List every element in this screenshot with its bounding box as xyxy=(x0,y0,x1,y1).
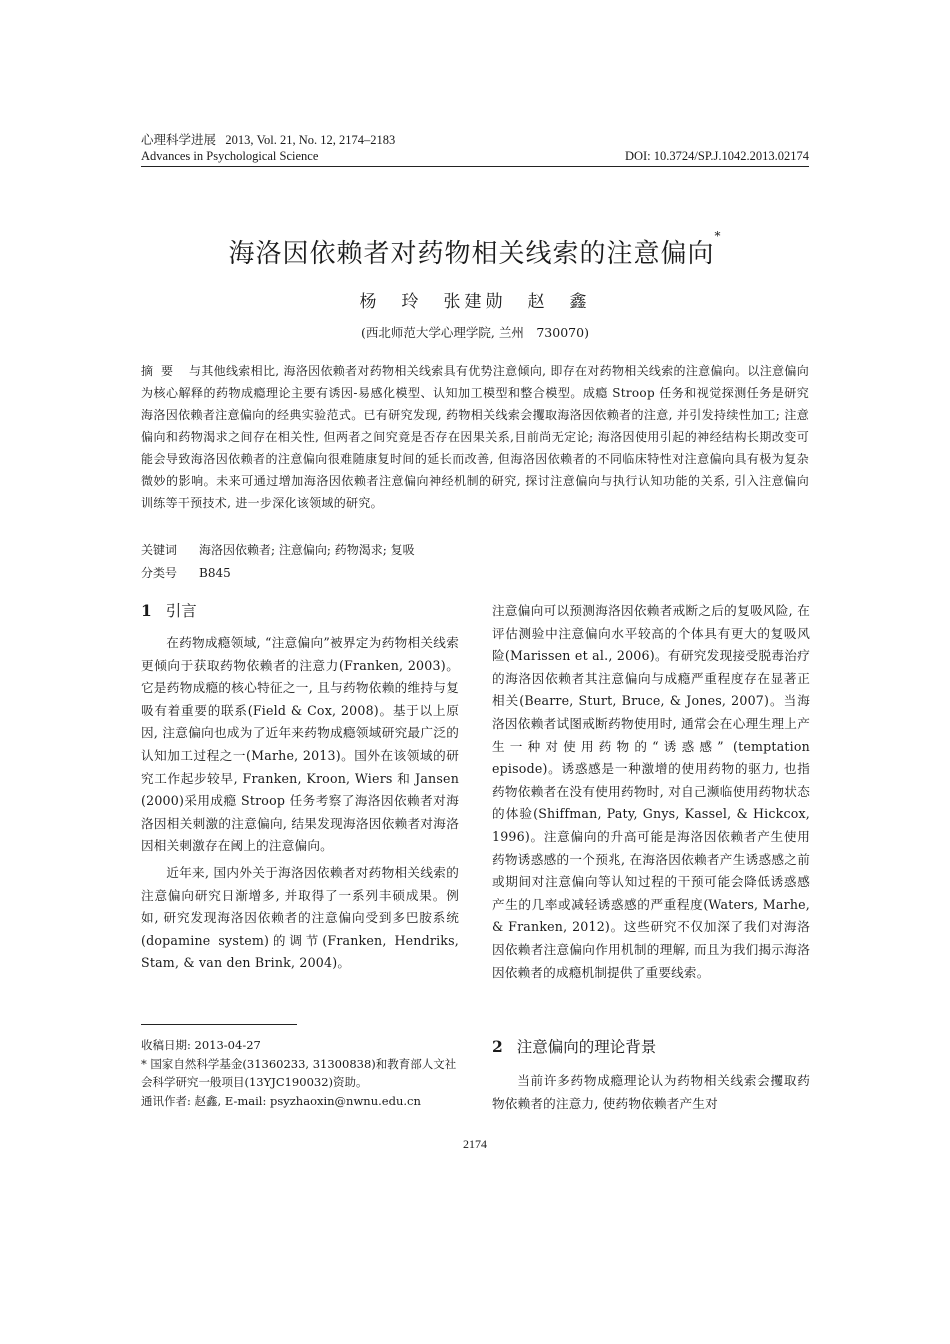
affiliation: (西北师范大学心理学院, 兰州 730070) xyxy=(361,325,589,340)
authors: 杨 玲 张建勋 赵 鑫 xyxy=(359,292,591,312)
section-1-heading xyxy=(141,599,459,621)
right-column-body xyxy=(492,600,810,984)
page-number: 2174 xyxy=(463,1137,487,1151)
keywords-value: 海洛因依赖者; 注意偏向; 药物渴求; 复吸 xyxy=(199,543,415,557)
classification xyxy=(141,564,809,581)
intro-paragraph-2: 近年来, 国内外关于海洛因依赖者对药物相关线索的注意偏向研究日渐增多, 并取得了一系列丰硕成果。例如, 研究发现海洛因依赖者的注意偏向受到多巴胺系统(dopamine system)的调节(Franken, Hendriks, Stam, & van den Brink, 2004)。 xyxy=(141,864,459,971)
abstract-label: 摘要 xyxy=(141,364,182,378)
section-2-heading xyxy=(492,1035,810,1057)
section-2-number: 2 xyxy=(492,1037,503,1056)
footnote-rule xyxy=(141,1024,297,1025)
classification-label: 分类号 xyxy=(141,566,178,580)
abstract xyxy=(141,360,809,514)
citation: 2013, Vol. 21, No. 12, 2174–2183 xyxy=(225,133,396,147)
left-column-body xyxy=(141,632,459,975)
intro-paragraph-3: 注意偏向可以预测海洛因依赖者戒断之后的复吸风险, 在评估测验中注意偏向水平较高的个体具有更大的复吸风险(Marissen et al., 2006)。有研究发现接受脱毒治疗的海洛因依赖者其注意偏向与成瘾严重程度存在显著正相关(Bearre, Sturt, Bruce, & Jones, 2007)。当海洛因依赖者试图戒断药物使用时, 通常会在心理生理上产生一种对使用药物的“诱惑感” (temptation episode)。诱惑感是一种激增的使用药物的驱力, 也指药物依赖者在没有使用药物时, 对自己濒临使用药物状态的体验(Shiffman, Paty, Gnys, Kassel, & Hickcox, 1996)。注意偏向的升高可能是海洛因依赖者产生使用药物诱惑感的一个预兆, 在海洛因依赖者产生诱惑感之前或期间对注意偏向等认知过程的干预可能会降低诱惑感产生的几率或减轻诱惑感的严重程度(Waters, Marhe, & Franken, 2012)。这些研究不仅加深了我们对海洛因依赖者注意偏向作用机制的理解, 而且为我们揭示海洛因依赖者的成瘾机制提供了重要线索。 xyxy=(492,603,810,980)
article-title xyxy=(0,229,950,270)
abstract-text: 与其他线索相比, 海洛因依赖者对药物相关线索具有优势注意倾向, 即存在对药物相关线索的注意偏向。以注意偏向为核心解释的药物成瘾理论主要有诱因-易感化模型、认知加工模型和整合模型。成瘾 Stroop 任务和视觉探测任务是研究海洛因依赖者注意偏向的经典实验范式。已有研究发现, 药物相关线索会攫取海洛因依赖者的注意, 并引发持续性加工; 注意偏向和药物渴求之间存在相关性, 但两者之间究竟是否存在因果关系,目前尚无定论; 海洛因使用引起的神经结构长期改变可能会导致海洛因依赖者的注意偏向很难随康复时间的延长而改善, 但海洛因依赖者的不同临床特性对注意偏向具有极为复杂微妙的影响。未来可通过增加海洛因依赖者注意偏向神经机制的研究, 探讨注意偏向与执行认知功能的关系, 引入注意偏向训练等干预技术, 进一步深化该领域的研究。 xyxy=(141,364,809,510)
section-1-title: 引言 xyxy=(165,602,197,620)
footnote-funding: * 国家自然科学基金(31360233, 31300838)和教育部人文社会科学研究一般项目(13YJC190032)资助。 xyxy=(141,1056,457,1089)
doi: DOI: 10.3724/SP.J.1042.2013.02174 xyxy=(624,149,809,163)
running-header-top xyxy=(141,130,395,148)
journal-name-cn: 心理科学进展 xyxy=(141,133,217,147)
keywords-label: 关键词 xyxy=(141,543,178,557)
section-1-number: 1 xyxy=(141,601,152,620)
footnote-received: 收稿日期: 2013-04-27 xyxy=(141,1038,261,1052)
journal-name-en: Advances in Psychological Science xyxy=(141,149,319,163)
title-text: 海洛因依赖者对药物相关线索的注意偏向 xyxy=(228,239,715,269)
section-2-title: 注意偏向的理论背景 xyxy=(516,1038,657,1056)
section-2-body xyxy=(492,1070,810,1115)
intro-paragraph-1: 在药物成瘾领域, “注意偏向”被界定为药物相关线索更倾向于获取药物依赖者的注意力(Franken, 2003)。它是药物成瘾的核心特征之一, 且与药物依赖的维持与复吸有着重要的联系(Field & Cox, 2008)。基于以上原因, 注意偏向也成为了近年来药物成瘾领域研究最广泛的认知加工过程之一(Marhe, 2013)。国外在该领域的研究工作起步较早, Franken, Kroon, Wiers 和 Jansen (2000)采用成瘾 Stroop 任务考察了海洛因依赖者对海洛因相关刺激的注意偏向, 结果发现海洛因依赖者对海洛因相关刺激存在阈上的注意偏向。 xyxy=(141,635,459,854)
footnotes xyxy=(141,1036,459,1110)
keywords xyxy=(141,541,809,558)
header-rule xyxy=(141,166,809,167)
footnote-corresponding: 通讯作者: 赵鑫, E-mail: psyzhaoxin@nwnu.edu.cn xyxy=(141,1093,421,1108)
section-2-paragraph-1: 当前许多药物成瘾理论认为药物相关线索会攫取药物依赖者的注意力, 使药物依赖者产生对 xyxy=(492,1073,810,1111)
title-footnote-mark: * xyxy=(714,229,722,243)
classification-value: B845 xyxy=(199,566,231,580)
